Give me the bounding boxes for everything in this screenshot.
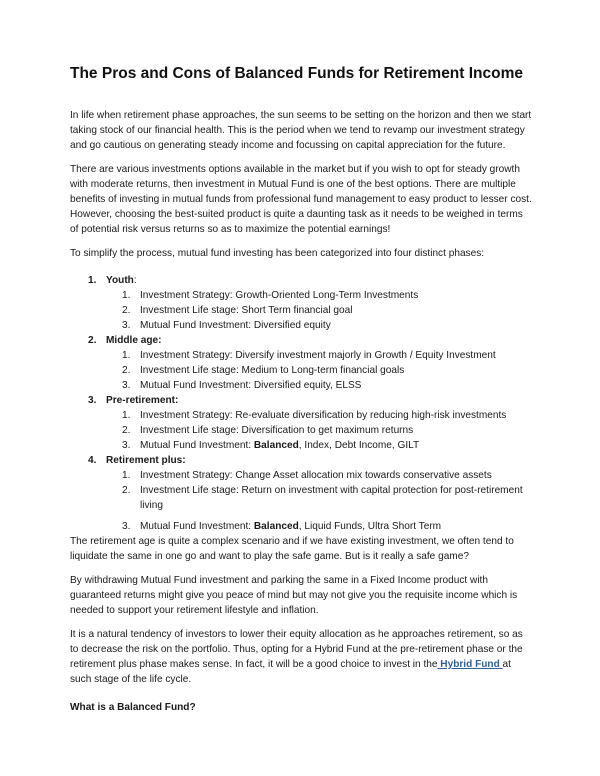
list-item: 1. Investment Strategy: Diversify investment majorly in Growth / Equity Investment <box>122 350 496 361</box>
phase-sublist <box>70 348 532 393</box>
phase-label: Pre-retirement: <box>106 395 179 406</box>
phase-number: 3. <box>88 395 97 406</box>
phase-item <box>70 453 532 534</box>
phase-label: Middle age: <box>106 335 162 346</box>
list-item: 2. Investment Life stage: Medium to Long-term financial goals <box>122 365 405 376</box>
list-item: 2. Investment Life stage: Diversification to get maximum returns <box>122 425 414 436</box>
list-item: 1. Investment Strategy: Change Asset allocation mix towards conservative assets <box>122 470 492 481</box>
section-heading: What is a Balanced Fund? <box>70 702 196 713</box>
phases-list <box>70 273 532 534</box>
list-item: 1. Investment Strategy: Re-evaluate diversification by reducing high-risk investments <box>122 410 507 421</box>
phase-number: 2. <box>88 335 97 346</box>
list-item: 1. Investment Strategy: Growth-Oriented Long-Term Investments <box>122 290 419 301</box>
list-item: 3. Mutual Fund Investment: Balanced, Index, Debt Income, GILT <box>122 440 420 451</box>
retirement-age-paragraph: The retirement age is quite a complex scenario and if we have existing investment, we often tend to liquidate the same in one go and want to play the safe game. But is it really a safe game? <box>70 536 514 562</box>
phase-item <box>70 333 532 393</box>
list-item: 3. Mutual Fund Investment: Diversified equity <box>122 320 331 331</box>
hybrid-fund-paragraph: It is a natural tendency of investors to lower their equity allocation as he approaches retirement, so as to decrease the risk on the portfolio. Thus, opting for a Hybrid Fund at the pre-retirement phase or the retirement plus phase makes sense. In fact, it will be a good choice to invest in the Hybrid Fund at such stage of the life cycle. <box>70 629 523 685</box>
phase-number: 1. <box>88 275 97 286</box>
phases-intro-paragraph: To simplify the process, mutual fund investing has been categorized into four distinct phases: <box>70 248 485 259</box>
withdrawal-paragraph: By withdrawing Mutual Fund investment and parking the same in a Fixed Income product with guaranteed returns might give you peace of mind but may not give you the requisite income which is needed to support your retirement lifestyle and inflation. <box>70 575 518 616</box>
phase-sublist <box>70 288 532 333</box>
phase-number: 4. <box>88 455 97 466</box>
intro-paragraph: In life when retirement phase approaches, the sun seems to be setting on the horizon and then we start taking stock of our financial health. This is the period when we tend to revamp our investment strategy and go cautious on generating steady income and focussing on capital appreciation for the future. <box>70 110 532 151</box>
investment-options-paragraph: There are various investments options available in the market but if you wish to opt for steady growth with moderate returns, then investment in Mutual Fund is one of the best options. There are multiple benefits of investing in mutual funds from professional fund management to easy product to lesser cost. However, choosing the best-suited product is quite a daunting task as it needs to be weighed in terms of potential risk versus returns so as to maximize the potential earnings! <box>70 164 532 235</box>
phase-label: Youth: <box>106 275 137 286</box>
phase-item <box>70 273 532 333</box>
article <box>70 64 532 715</box>
list-item: 2. Investment Life stage: Short Term financial goal <box>122 305 353 316</box>
list-item: 3. Mutual Fund Investment: Diversified equity, ELSS <box>122 380 362 391</box>
phase-label: Retirement plus: <box>106 455 186 466</box>
page-title: The Pros and Cons of Balanced Funds for Retirement Income <box>70 65 524 82</box>
phase-sublist <box>70 468 532 534</box>
phase-item <box>70 393 532 453</box>
list-item: 2. Investment Life stage: Return on investment with capital protection for post-retirement living <box>122 485 523 511</box>
list-item: 3. Mutual Fund Investment: Balanced, Liquid Funds, Ultra Short Term <box>122 521 442 532</box>
phase-sublist <box>70 408 532 453</box>
hybrid-fund-link[interactable]: Hybrid Fund <box>437 659 503 670</box>
